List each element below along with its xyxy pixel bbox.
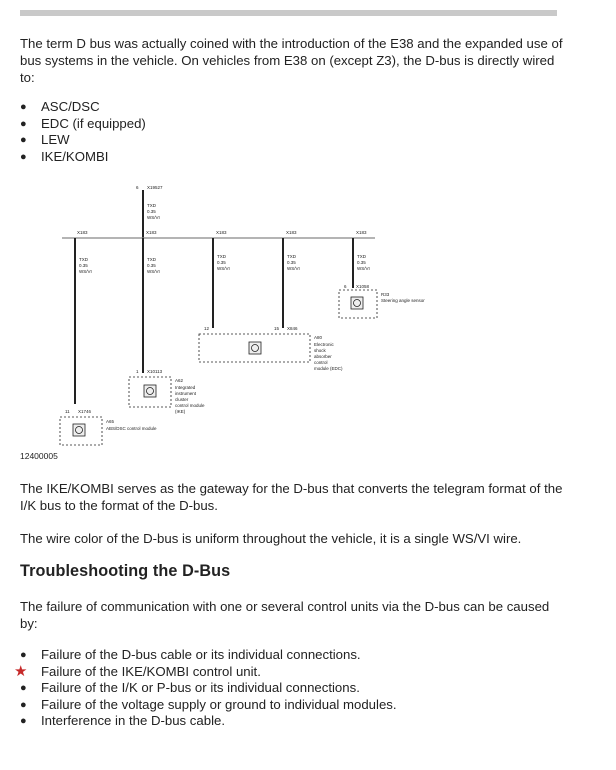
svg-text:ABS/DSC control module: ABS/DSC control module	[106, 426, 157, 431]
svg-text:WS/VI: WS/VI	[147, 269, 160, 274]
list-item: ● ASC/DSC	[20, 99, 100, 114]
svg-text:TXD: TXD	[147, 257, 156, 262]
svg-text:WS/VI: WS/VI	[147, 215, 160, 220]
gateway-paragraph: The IKE/KOMBI serves as the gateway for the D-bus that converts the telegram format of the I/K bus to the format of the D-bus.	[20, 481, 563, 513]
troubleshooting-intro: The failure of communication with one or several control units via the D-bus can be caused by:	[20, 599, 550, 631]
bus-connector: X183	[216, 230, 227, 235]
module-icon	[351, 297, 363, 309]
svg-text:6: 6	[344, 284, 347, 289]
svg-text:A80: A80	[314, 335, 323, 340]
svg-text:0.35: 0.35	[357, 260, 366, 265]
svg-text:0.35: 0.35	[147, 209, 156, 214]
top-connector-pin: 6	[136, 185, 139, 190]
svg-text:TXD: TXD	[287, 254, 296, 259]
module-icon	[144, 385, 156, 397]
troubleshooting-heading: Troubleshooting the D-Bus	[20, 562, 231, 580]
list-item: ● IKE/KOMBI	[20, 148, 109, 164]
svg-text:WS/VI: WS/VI	[287, 266, 300, 271]
svg-text:X1746: X1746	[78, 409, 92, 414]
bullet-icon: ●	[20, 715, 27, 728]
svg-text:Steering angle sensor: Steering angle sensor	[381, 298, 425, 303]
svg-text:Integrated: Integrated	[175, 385, 196, 390]
svg-text:(IKE): (IKE)	[175, 409, 186, 414]
svg-text:0.35: 0.35	[287, 260, 296, 265]
list-item: ● EDC (if equipped)	[20, 115, 146, 131]
svg-text:X10113: X10113	[147, 369, 163, 374]
bullet-icon: ●	[20, 117, 27, 130]
bullet-icon: ●	[20, 101, 27, 113]
svg-text:0.35: 0.35	[217, 260, 226, 265]
cause-list	[14, 647, 397, 730]
bus-connector: X183	[356, 230, 367, 235]
bus-connector: X183	[77, 230, 88, 235]
top-connector-id: X19527	[147, 185, 163, 190]
list-item: ● LEW	[20, 132, 70, 148]
svg-text:control: control	[314, 360, 328, 365]
bullet-icon: ●	[20, 134, 27, 147]
bullet-icon: ●	[20, 698, 27, 711]
svg-text:12: 12	[204, 326, 210, 331]
svg-text:15: 15	[274, 326, 280, 331]
svg-text:1: 1	[136, 369, 139, 374]
intro-paragraph: The term D bus was actually coined with the introduction of the E38 and the expanded use of bus systems in the vehicle. On vehicles from E38 on (except Z3), the D-bus is directly wired to:	[20, 36, 563, 85]
d-bus-wiring-diagram	[0, 178, 616, 468]
svg-text:0.35: 0.35	[79, 263, 88, 268]
bullet-icon: ●	[20, 649, 27, 661]
svg-text:R33: R33	[381, 292, 390, 297]
svg-text:WS/VI: WS/VI	[217, 266, 230, 271]
svg-text:A62: A62	[175, 378, 184, 383]
star-icon: ★	[14, 662, 28, 680]
figure-number: 12400005	[20, 451, 58, 461]
svg-text:11: 11	[65, 409, 70, 414]
bullet-icon: ●	[20, 682, 27, 695]
list-item: ★ Failure of the IKE/KOMBI control unit.	[14, 662, 261, 680]
list-item: ● Failure of the voltage supply or ground to individual modules.	[20, 696, 397, 712]
bus-connector: X183	[146, 230, 157, 235]
svg-text:TXD: TXD	[79, 257, 88, 262]
svg-text:A65: A65	[106, 419, 115, 424]
svg-text:X1058: X1058	[356, 284, 370, 289]
svg-text:cluster: cluster	[175, 397, 189, 402]
header-rule	[20, 10, 557, 16]
svg-text:Electronic: Electronic	[314, 342, 334, 347]
list-item: ● Failure of the I/K or P-bus or its individual connections.	[20, 680, 360, 696]
list-item: ● Interference in the D-bus cable.	[20, 713, 225, 729]
module-list	[20, 99, 146, 165]
svg-text:instrument: instrument	[175, 391, 197, 396]
wire-color-paragraph: The wire color of the D-bus is uniform throughout the vehicle, it is a single WS/VI wire.	[20, 531, 522, 546]
svg-text:TXD: TXD	[357, 254, 366, 259]
list-item: ● Failure of the D-bus cable or its individual connections.	[20, 647, 361, 662]
svg-text:WS/VI: WS/VI	[357, 266, 370, 271]
svg-text:TXD: TXD	[147, 203, 156, 208]
module-icon	[73, 424, 85, 436]
svg-text:0.35: 0.35	[147, 263, 156, 268]
svg-text:WS/VI: WS/VI	[79, 269, 92, 274]
svg-text:control module: control module	[175, 403, 205, 408]
bus-connector: X183	[286, 230, 297, 235]
svg-text:shock: shock	[314, 348, 326, 353]
module-icon	[249, 342, 261, 354]
svg-text:X846: X846	[287, 326, 298, 331]
svg-text:TXD: TXD	[217, 254, 226, 259]
svg-text:absorber: absorber	[314, 354, 332, 359]
bullet-icon: ●	[20, 150, 27, 163]
svg-text:module (EDC): module (EDC)	[314, 366, 343, 371]
